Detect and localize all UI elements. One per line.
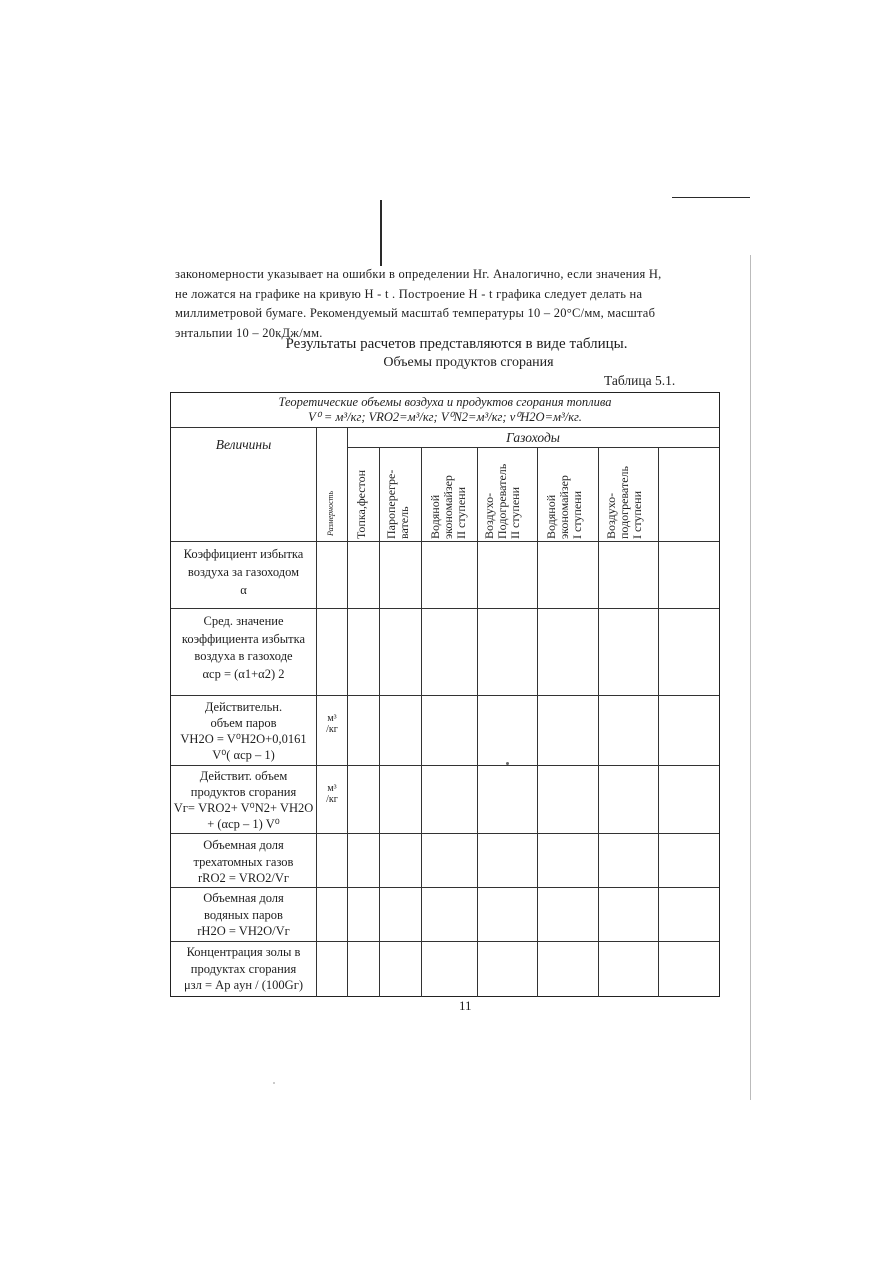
gas-column-header: Воздухо- подогреватель I ступени xyxy=(604,466,644,539)
table-rule xyxy=(171,765,719,766)
row-name: Коэффициент избытка воздуха за газоходом α xyxy=(183,547,304,597)
volumes-table xyxy=(170,392,720,997)
column-header-gas-ducts: Газоходы xyxy=(506,430,560,445)
table-title: Объемы продуктов сгорания xyxy=(383,355,554,370)
table-rule xyxy=(658,447,659,997)
row-name: Концентрация золы в продуктах сгорания μзл = Aр aун / (100Gг) xyxy=(183,945,304,992)
row-name: Сред. значение коэффициента избытка воздуха в газоходе αср = (α1+α2) 2 xyxy=(181,614,306,681)
table-number-label: Таблица 5.1. xyxy=(604,373,676,388)
table-rule xyxy=(421,447,422,997)
table-rule xyxy=(171,541,719,542)
row-unit: м³ /кг xyxy=(326,783,338,805)
table-rule xyxy=(347,427,348,997)
table-rule xyxy=(171,427,719,428)
table-rule xyxy=(477,447,478,997)
table-rule xyxy=(347,447,719,448)
table-rule xyxy=(316,427,317,997)
paragraph-line: энтальпии 10 – 20кДж/мм. xyxy=(175,325,323,340)
page-number: 11 xyxy=(459,998,472,1013)
row-name: Действит. объем продуктов сгорания Vг= VRO2+ V⁰N2+ VH2O + (αср – 1) V⁰ xyxy=(173,769,314,831)
gas-column-header: Топка,фестон xyxy=(354,469,368,539)
table-rule xyxy=(171,887,719,888)
table-rule xyxy=(171,695,719,696)
row-name: Объемная доля трехатомных газов rRO2 = VRO2/Vг xyxy=(193,838,294,885)
paragraph-line: закономерности указывает на ошибки в определении Нг. Аналогично, если значения Н, xyxy=(175,267,662,281)
table-rule xyxy=(379,447,380,997)
row-unit: м³ /кг xyxy=(326,713,338,735)
table-rule xyxy=(598,447,599,997)
scan-speck xyxy=(273,1082,275,1084)
table-rule xyxy=(171,608,719,609)
row-name: Объемная доля водяных паров rH2O = VH2O/Vг xyxy=(197,891,290,938)
gas-column-header: Воздухо- Подогреватель II ступени xyxy=(482,463,522,539)
table-rule xyxy=(171,941,719,942)
table-header-formulas: V⁰ = м³/кг; VRO2=м³/кг; V⁰N2=м³/кг; v⁰H2O=м³/кг. xyxy=(308,410,582,424)
scan-mark-top-right xyxy=(672,197,750,198)
paragraph-line: не ложатся на графике на кривую Н - t . Построение Н - t графика следует делать на xyxy=(175,286,643,301)
column-header-dimension: Размерность xyxy=(326,490,335,536)
scan-mark-vertical xyxy=(380,200,382,266)
gas-column-header: Водяной экономайзер II ступени xyxy=(428,475,468,539)
column-header-quantities: Величины xyxy=(215,437,272,452)
paragraph-line: миллиметровой бумаге. Рекомендуемый масштаб температуры 10 – 20°С/мм, масштаб xyxy=(175,306,656,321)
scan-mark-right-edge xyxy=(750,255,751,1100)
gas-column-header: Водяной экономайзер I ступени xyxy=(544,475,584,539)
body-paragraph xyxy=(175,265,755,343)
row-name: Действительн. объем паров VH2O = V⁰H2O+0,0161 V⁰( αср – 1) xyxy=(180,700,307,762)
table-rule xyxy=(171,833,719,834)
results-caption: Результаты расчетов представляются в виде таблицы. xyxy=(285,336,628,352)
gas-column-header: Пароперегре- ватель xyxy=(384,469,411,539)
table-rule xyxy=(537,447,538,997)
table-header-line: Теоретические объемы воздуха и продуктов сгорания топлива xyxy=(278,395,612,409)
